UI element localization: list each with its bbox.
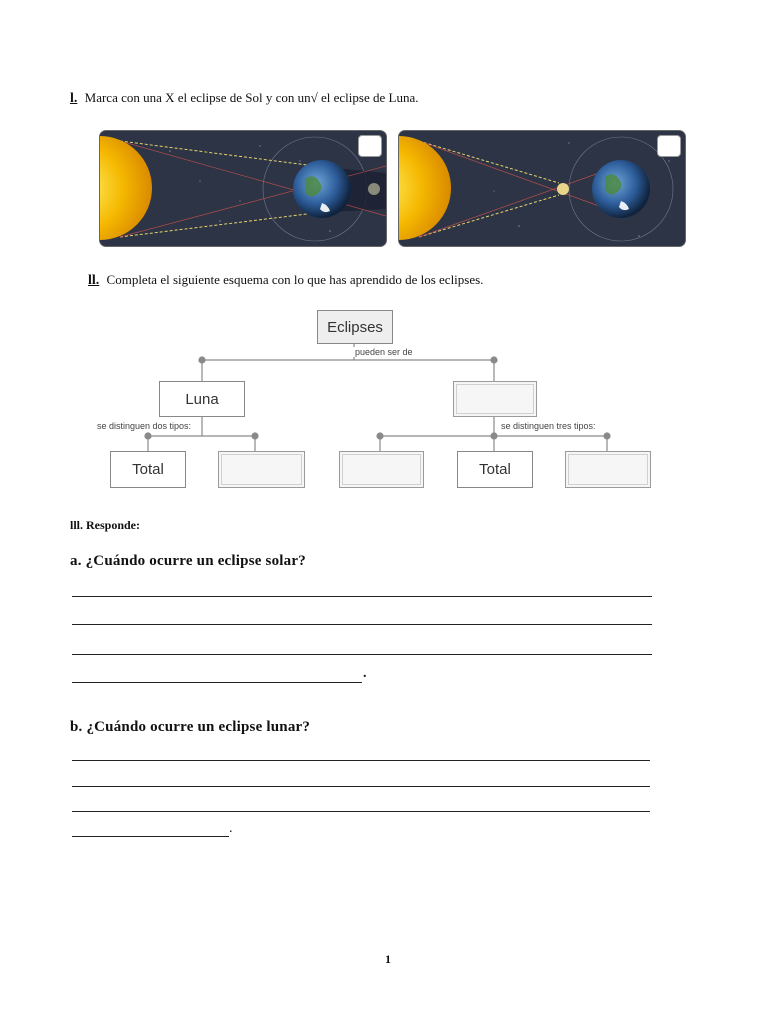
page-number: 1 xyxy=(385,952,391,966)
answer-a-line-1[interactable] xyxy=(72,596,652,597)
scheme-root-box xyxy=(317,310,393,344)
answer-a-line-2[interactable] xyxy=(72,624,652,625)
scheme-right-type-2 xyxy=(457,451,533,488)
scheme-main-connector: pueden ser de xyxy=(352,347,416,357)
section-1-number: l. xyxy=(70,91,78,106)
answer-b-line-1[interactable] xyxy=(72,760,650,761)
section-2-instruction xyxy=(88,272,483,289)
scheme-root-label: Eclipses xyxy=(327,318,383,336)
scheme-right-type-2-label: Total xyxy=(479,461,511,478)
section-1-instruction xyxy=(70,90,418,107)
scheme-left-type-1-label: Total xyxy=(132,461,164,478)
section-2-text: Completa el siguiente esquema con lo que has aprendido de los eclipses. xyxy=(106,272,484,287)
answer-a-end-mark: . xyxy=(363,666,367,681)
scheme-left-connector: se distinguen dos tipos: xyxy=(94,421,194,431)
section-3-heading: lll. Responde: xyxy=(70,518,141,532)
answer-a-line-4[interactable] xyxy=(72,682,362,683)
scheme-branch-blank[interactable] xyxy=(453,381,537,417)
section-2-number: ll. xyxy=(88,273,100,288)
answer-b-end-mark: . xyxy=(229,821,233,836)
eclipse-scheme xyxy=(0,300,768,500)
scheme-left-type-2[interactable] xyxy=(218,451,305,488)
answer-b-line-4[interactable] xyxy=(72,836,229,837)
scheme-branch-luna xyxy=(159,381,245,417)
eclipse-2-checkbox[interactable] xyxy=(657,135,681,157)
section-1-text: Marca con una X el eclipse de Sol y con un√ el eclipse de Luna. xyxy=(84,90,419,105)
eclipse-image-1 xyxy=(99,130,387,247)
scheme-branch-luna-label: Luna xyxy=(185,390,219,408)
question-a: a. ¿Cuándo ocurre un eclipse solar? xyxy=(70,553,306,569)
eclipse-1-checkbox[interactable] xyxy=(358,135,382,157)
scheme-right-type-1[interactable] xyxy=(339,451,424,488)
eclipse-image-2 xyxy=(398,130,686,247)
answer-a-line-3[interactable] xyxy=(72,654,652,655)
question-b: b. ¿Cuándo ocurre un eclipse lunar? xyxy=(70,719,311,735)
answer-b-line-2[interactable] xyxy=(72,786,650,787)
scheme-left-type-1 xyxy=(110,451,186,488)
scheme-right-connector: se distinguen tres tipos: xyxy=(498,421,599,431)
answer-b-line-3[interactable] xyxy=(72,811,650,812)
scheme-right-type-3[interactable] xyxy=(565,451,651,488)
